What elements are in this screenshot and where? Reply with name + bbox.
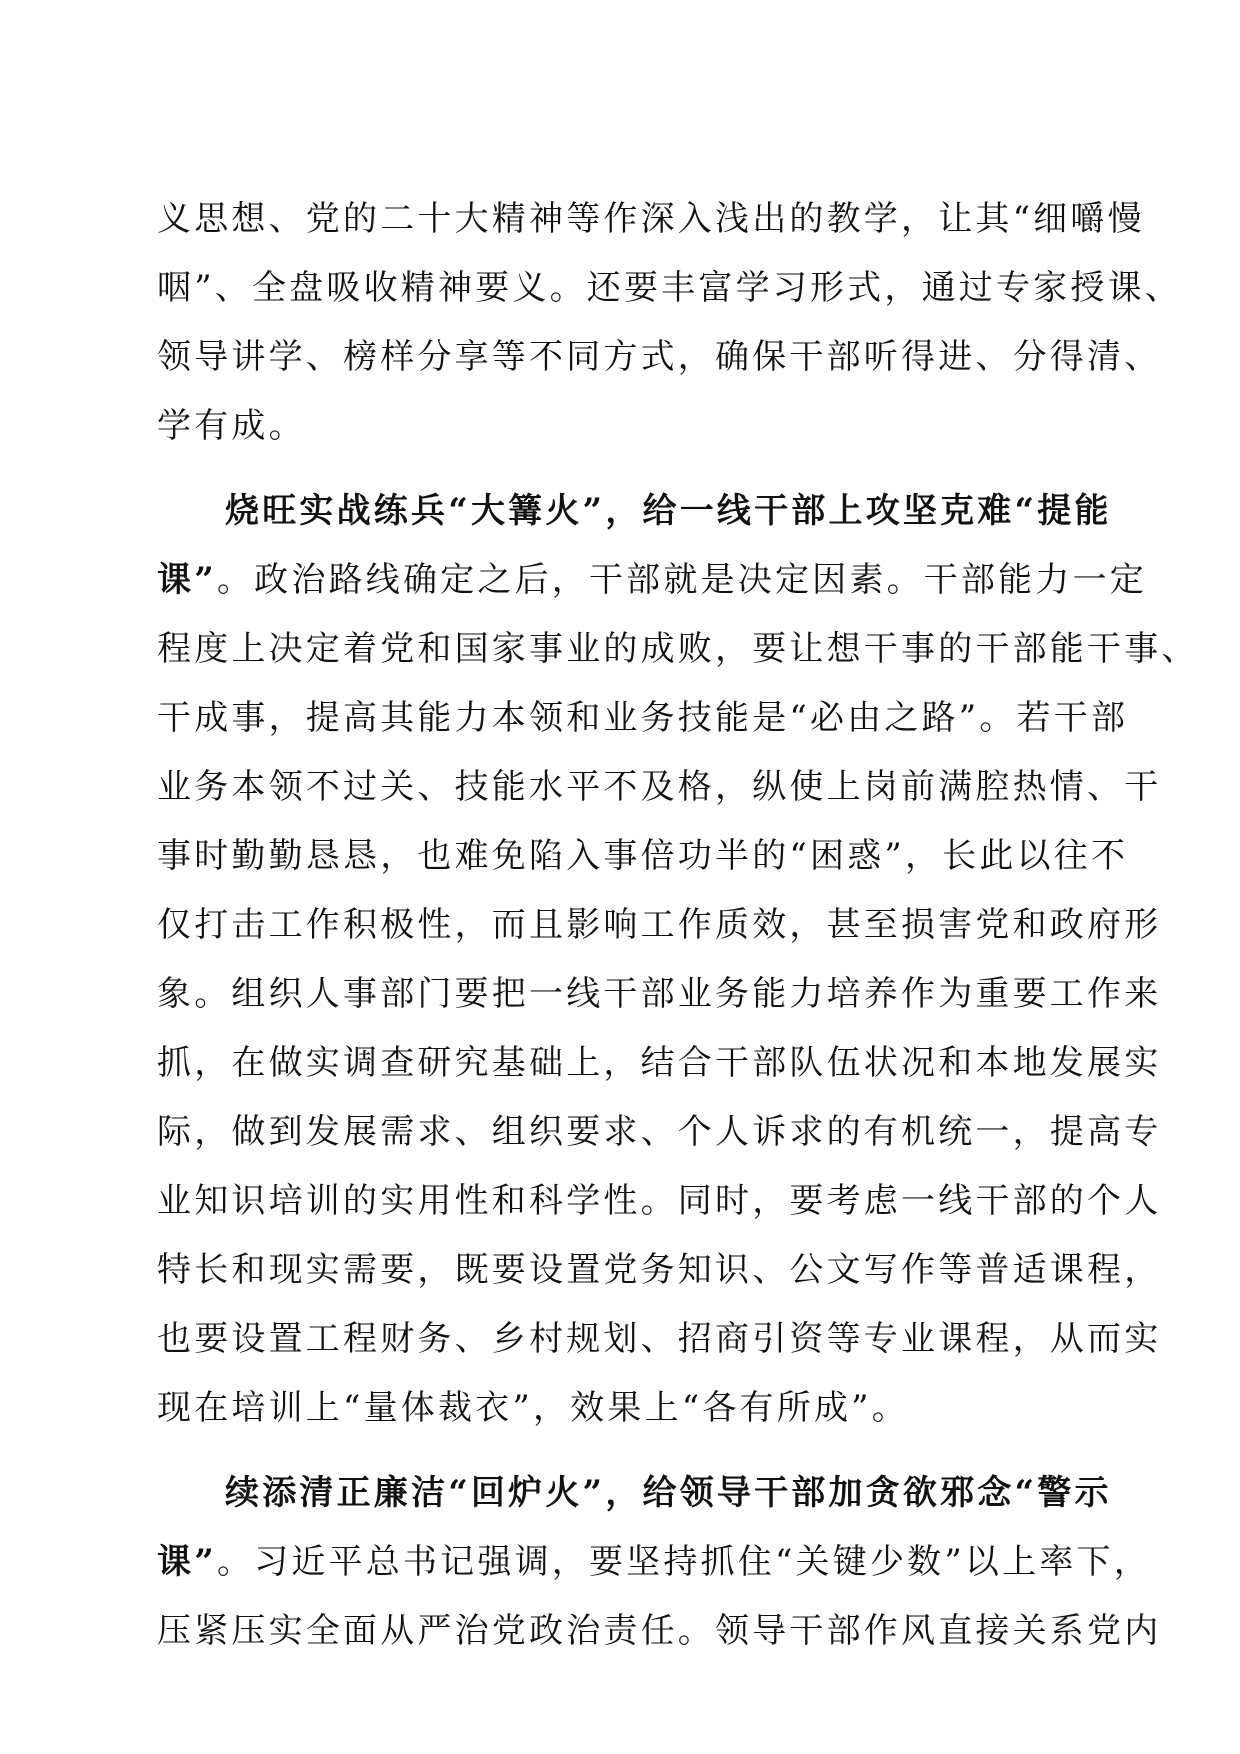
paragraph-2-heading-line-2: 课” xyxy=(157,560,217,600)
paragraph-3-line-2-rest: 。习近平总书记强调，要坚持抓住“关键少数”以上率下， xyxy=(216,1542,1151,1582)
paragraph-2-line-2-rest: 。政治路线确定之后，干部就是决定因素。干部能力一定 xyxy=(216,560,1147,600)
paragraph-2-line-6: 事时勤勤恳恳，也难免陷入事倍功半的“困惑”，长此以往不 xyxy=(157,836,1129,876)
paragraph-2-line-4: 干成事，提高其能力本领和业务技能是“必由之路”。若干部 xyxy=(157,698,1129,738)
paragraph-2-line-12: 特长和现实需要，既要设置党务知识、公文写作等普适课程， xyxy=(157,1250,1162,1290)
paragraph-2-line-9: 抓，在做实调查研究基础上，结合干部队伍状况和本地发展实 xyxy=(157,1043,1162,1083)
paragraph-1-line-3: 领导讲学、榜样分享等不同方式，确保干部听得进、分得清、 xyxy=(157,337,1162,377)
paragraph-2-line-13: 也要设置工程财务、乡村规划、招商引资等专业课程，从而实 xyxy=(157,1319,1162,1359)
paragraph-2-line-2 xyxy=(157,546,1147,615)
document-body xyxy=(157,185,1199,1666)
paragraph-2-line-5: 业务本领不过关、技能水平不及格，纵使上岗前满腔热情、干 xyxy=(157,767,1162,807)
paragraph-2-line-8: 象。组织人事部门要把一线干部业务能力培养作为重要工作来 xyxy=(157,974,1162,1014)
paragraph-1-line-2: 咽”、全盘吸收精神要义。还要丰富学习形式，通过专家授课、 xyxy=(157,268,1182,308)
paragraph-2-line-10: 际，做到发展需求、组织要求、个人诉求的有机统一，提高专 xyxy=(157,1112,1162,1152)
paragraph-3-heading-line-2: 课” xyxy=(157,1542,217,1582)
paragraph-3-line-3: 压紧压实全面从严治党政治责任。领导干部作风直接关系党内 xyxy=(157,1611,1162,1651)
paragraph-2-line-14: 现在培训上“量体裁衣”，效果上“各有所成”。 xyxy=(157,1388,909,1428)
paragraph-3-line-2 xyxy=(157,1528,1151,1597)
paragraph-2-line-3: 程度上决定着党和国家事业的成败，要让想干事的干部能干事、 xyxy=(157,629,1199,669)
paragraph-1-line-4: 学有成。 xyxy=(157,406,306,446)
paragraph-3-heading-line-1: 续添清正廉洁“回炉火”，给领导干部加贪欲邪念“警示 xyxy=(225,1473,1112,1513)
paragraph-2-line-7: 仅打击工作积极性，而且影响工作质效，甚至损害党和政府形 xyxy=(157,905,1162,945)
paragraph-1-line-1: 义思想、党的二十大精神等作深入浅出的教学，让其“细嚼慢 xyxy=(157,199,1145,239)
paragraph-2-heading-line-1: 烧旺实战练兵“大篝火”，给一线干部上攻坚克难“提能 xyxy=(225,491,1112,531)
paragraph-2-line-11: 业知识培训的实用性和科学性。同时，要考虑一线干部的个人 xyxy=(157,1181,1162,1221)
